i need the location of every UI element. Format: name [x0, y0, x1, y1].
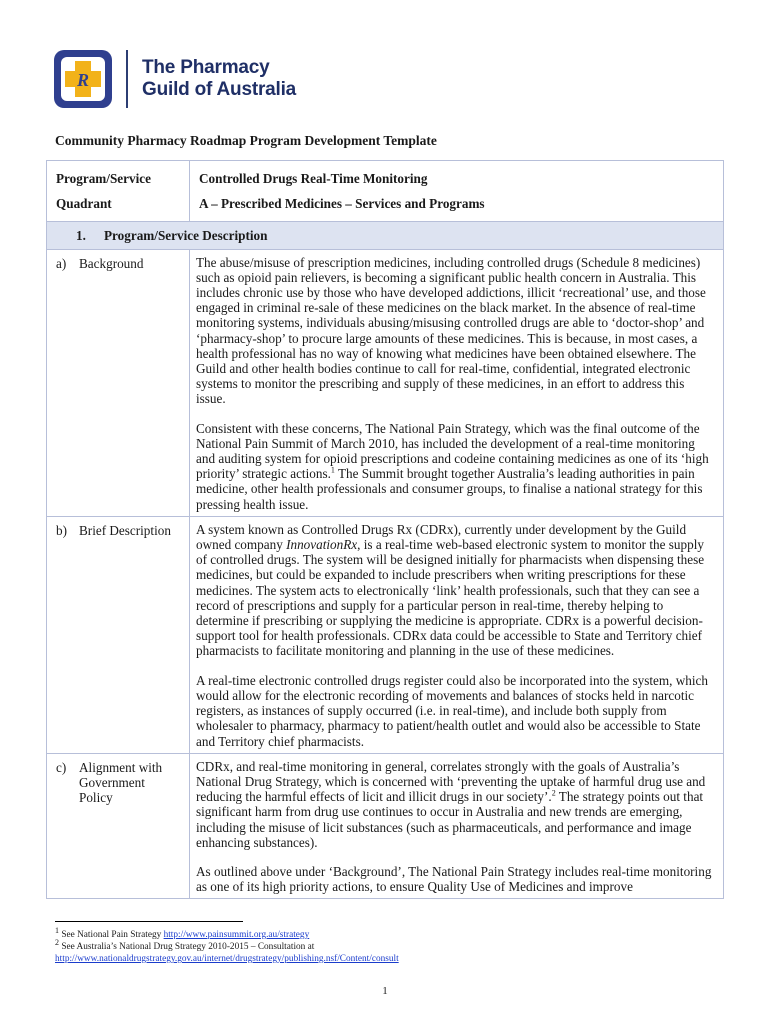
program-value: Controlled Drugs Real-Time Monitoring	[190, 161, 724, 191]
footnote-separator	[55, 921, 243, 922]
row-key: a)	[56, 255, 67, 271]
row-label: Alignment with Government Policy	[79, 759, 163, 806]
alignment-label-cell	[47, 753, 190, 899]
brief-text-cell	[190, 516, 724, 753]
footnote-ref-1: 1	[330, 465, 335, 475]
alignment-text-cell	[190, 753, 724, 899]
brief-paragraph-1: A system known as Controlled Drugs Rx (CDRx), currently under development by the Guild owned company InnovationRx, is a real-time web-based electronic system to monitor the supply of controlled drugs. The system will be designed initially for pharmacists when dispensing these medicines, but could be expanded to include prescribers when writing prescriptions for these medicines. The system acts to electronically ‘link’ health professionals, such that they can see a record of prescriptions and supply for a particular person in real-time, thereby helping to determine if prescribing or supplying the medicine is appropriate. CDRx is a powerful decision-support tool for health professionals. CDRx data could be accessible to State and Territory chief pharmacists to facilitate monitoring and planning in the use of these medicines.	[196, 521, 705, 659]
footnote-2: $^2$ See Australia’s National Drug Strategy 2010-2015 – Consultation at http://www.nationaldrugstrategy.gov.au/internet/drugstrategy/publishing.nsf/Content/consult	[55, 937, 399, 964]
company-name: InnovationRx	[286, 537, 358, 553]
alignment-paragraph-2: As outlined above under ‘Background’, The National Pain Strategy includes real-time monitoring as one of its high priority actions, to ensure Quality Use of Medicines and improve	[196, 863, 712, 895]
footnote-1: $^1$ See National Pain Strategy http://www.painsummit.org.au/strategy	[55, 925, 310, 940]
row-key: c)	[56, 759, 67, 775]
footnotes	[55, 925, 399, 965]
logo-wordmark	[142, 57, 296, 101]
section-header-row	[47, 222, 724, 249]
alignment-paragraph-1: CDRx, and real-time monitoring in general, correlates strongly with the goals of Australia’s National Drug Strategy, which is concerned with ‘preventing the uptake of harmful drug use and reducing the harmful effects of licit and illicit drugs in our society’.$^2$ The strategy points out that significant harm from drug use continues to occur in Australia and new trends are emerging, including the misuse of licit substances (such as pharmaceuticals, and performance and image enhancing substances).	[196, 758, 706, 850]
quadrant-label: Quadrant	[47, 190, 190, 222]
background-label-cell	[47, 249, 190, 516]
pharmacy-cross-emblem-icon	[52, 48, 114, 110]
background-paragraph-2: Consistent with these concerns, The National Pain Strategy, which was the final outcome of the National Pain Summit of March 2010, has included the development of a real-time monitoring and auditing system for opioid prescriptions and codeine containing medicines as one of its ‘high priority’ strategic actions.$^1$ The Summit brought together Australia’s leading authorities in pain medicine, other health professionals and consumer groups, to finalise a national strategy for this pressing health issue.	[196, 420, 709, 512]
logo-divider	[126, 50, 128, 108]
page-number: 1	[382, 985, 388, 997]
brief-description-row	[47, 516, 724, 753]
program-row	[47, 161, 724, 191]
quadrant-row	[47, 190, 724, 222]
row-key: b)	[56, 522, 67, 538]
background-text-cell	[190, 249, 724, 516]
brief-label-cell	[47, 516, 190, 753]
program-template-table	[46, 160, 724, 899]
alignment-row	[47, 753, 724, 899]
row-label: Brief Description	[79, 522, 171, 538]
background-row	[47, 249, 724, 516]
logo-line-2: Guild of Australia	[142, 79, 297, 100]
section-header	[47, 222, 724, 249]
row-label: Background	[79, 255, 144, 271]
footnote-ref-2: 2	[551, 788, 556, 798]
background-paragraph-1: The abuse/misuse of prescription medicines, including controlled drugs (Schedule 8 medicines) such as opioid pain relievers, is becoming a significant public health concern in Australia. This includes chronic use by those who have developed addictions, illicit ‘recreational’ use, and those engaged in criminal re-sale of these medicines on the black market. In the absence of real-time monitoring systems, individuals abusing/misusing controlled drugs are able to ‘doctor-shop’ and ‘pharmacy-shop’ to procure large amounts of these medicines. This is because, in most cases, a health professional has no way of knowing what medicines have been obtained elsewhere. The Guild and other health bodies continue to call for real-time, confidential, integrated electronic systems to monitor the prescribing and supply of these medicines, in an effort to address this issue.	[196, 254, 706, 407]
brief-paragraph-2: A real-time electronic controlled drugs register could also be incorporated into the system, which would allow for the electronic recording of movements and balances of stocks held in narcotic registers, as instances of supply occurred (i.e. in real-time), and include both supply from wholesaler to pharmacy, pharmacy to patient/health outlet and would also be accessible to State and Territory chief pharmacists.	[196, 672, 708, 749]
footnote-2-link[interactable]: http://www.nationaldrugstrategy.gov.au/internet/drugstrategy/publishing.nsf/Content/consult	[55, 954, 399, 964]
section-number: 1.	[76, 228, 86, 244]
footnote-1-link[interactable]: http://www.painsummit.org.au/strategy	[163, 930, 310, 940]
document-title: Community Pharmacy Roadmap Program Development Template	[55, 133, 437, 148]
logo-line-1: The Pharmacy	[142, 57, 270, 78]
guild-logo	[52, 48, 296, 110]
emblem-letter: R	[76, 70, 90, 90]
quadrant-value: A – Prescribed Medicines – Services and Programs	[190, 190, 724, 222]
program-label: Program/Service	[47, 161, 190, 191]
section-title: Program/Service Description	[104, 228, 268, 244]
